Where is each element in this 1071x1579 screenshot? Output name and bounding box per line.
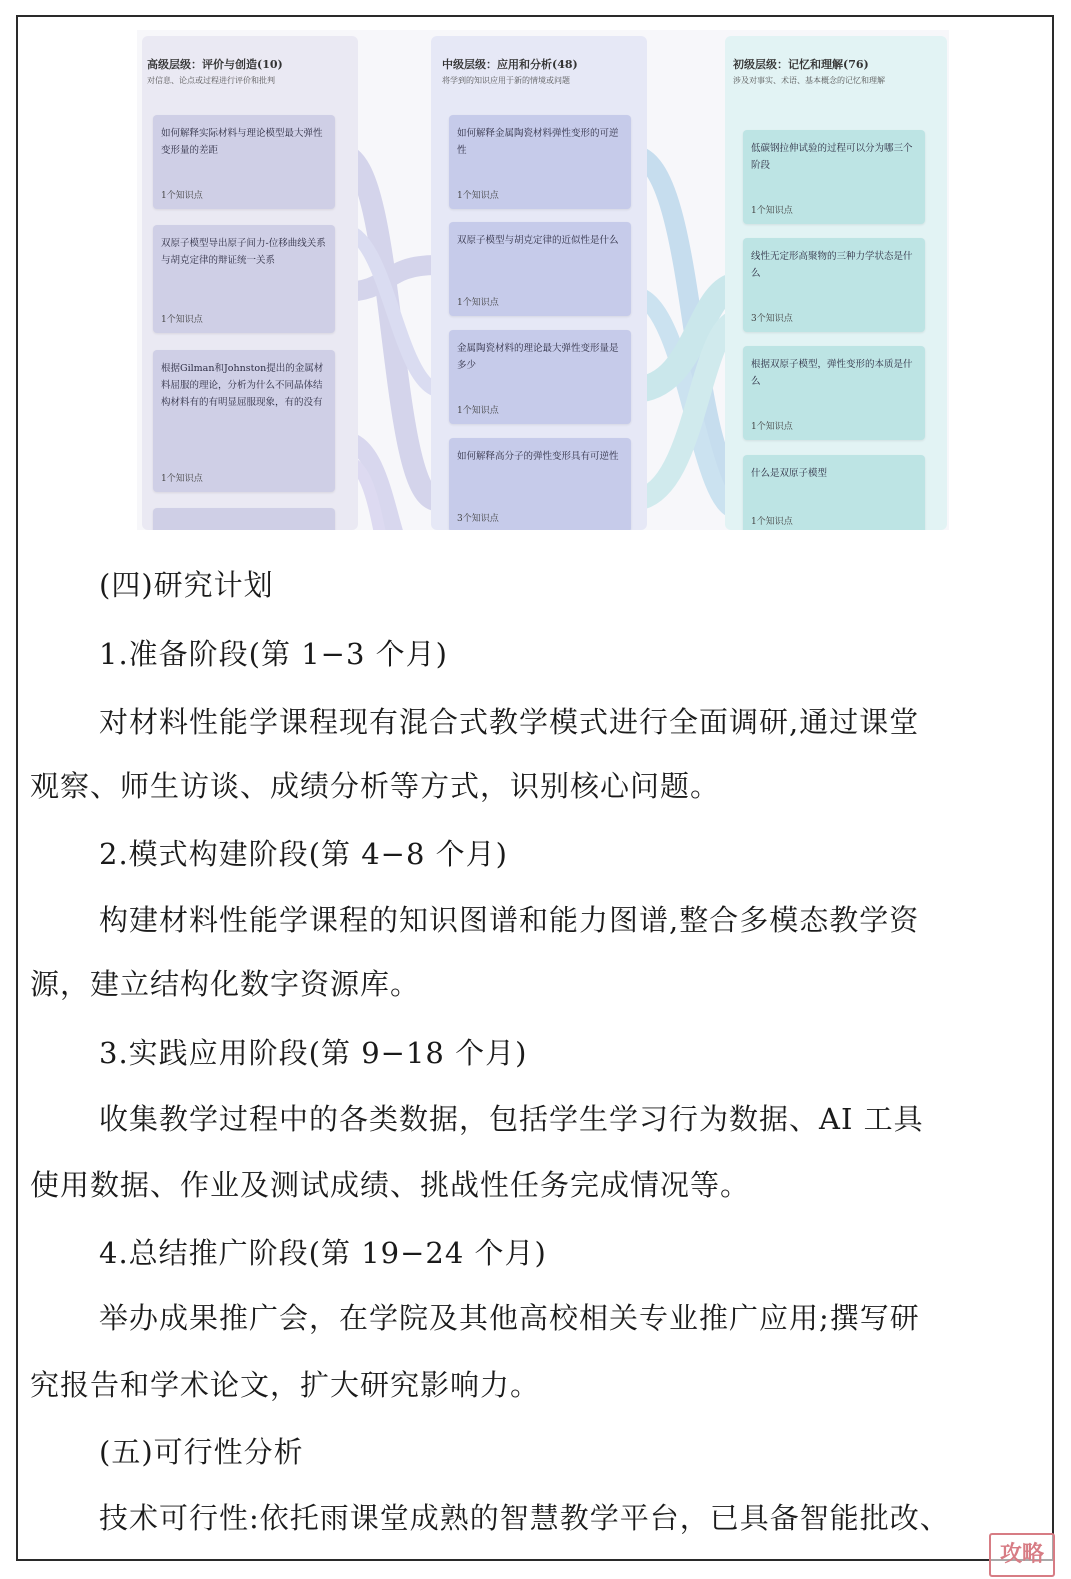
column-title: 高级层级：评价与创造(10) [147, 58, 283, 71]
node-text: 根据Gilman和Johnston提出的金属材料屈服的理论，分析为什么不同晶体结构材料有的有明显屈服现象，有的没有 [161, 363, 324, 408]
section-heading: (五)可行性分析 [99, 1435, 304, 1469]
paragraph-line: 使用数据、作业及测试成绩、挑战性任务完成情况等。 [30, 1168, 751, 1202]
knowledge-node [743, 455, 925, 530]
knowledge-node [449, 438, 631, 530]
knowledge-node-partial [153, 508, 335, 530]
knowledge-node [743, 346, 925, 440]
phase-heading: 1.准备阶段(第 1−3 个月) [99, 637, 448, 671]
node-count: 1个知识点 [161, 191, 203, 201]
paragraph-line: 对材料性能学课程现有混合式教学模式进行全面调研,通过课堂 [99, 705, 920, 739]
node-text: 什么是双原子模型 [751, 468, 828, 479]
column-high-header [147, 56, 357, 86]
knowledge-node [153, 115, 335, 209]
paragraph-line: 收集教学过程中的各类数据，包括学生学习行为数据、AI 工具 [99, 1102, 924, 1136]
node-text: 如何解释金属陶瓷材料弹性变形的可逆性 [457, 128, 619, 156]
node-text: 双原子模型导出原子间力-位移曲线关系与胡克定律的辩证统一关系 [161, 238, 326, 266]
node-count: 1个知识点 [161, 315, 203, 325]
node-count: 1个知识点 [751, 422, 793, 432]
phase-heading: 2.模式构建阶段(第 4−8 个月) [99, 837, 508, 871]
watermark-stamp: 攻略 [989, 1533, 1055, 1577]
column-title: 中级层级：应用和分析(48) [442, 58, 578, 71]
node-text: 双原子模型与胡克定律的近似性是什么 [457, 235, 619, 246]
node-count: 3个知识点 [751, 314, 793, 324]
node-count: 1个知识点 [751, 206, 793, 216]
node-count: 1个知识点 [457, 298, 499, 308]
node-count: 1个知识点 [161, 474, 203, 484]
knowledge-node [153, 225, 335, 333]
node-text: 如何解释实际材料与理论模型最大弹性变形量的差距 [161, 128, 323, 156]
paragraph-line: 举办成果推广会，在学院及其他高校相关专业推广应用;撰写研 [99, 1301, 920, 1335]
node-count: 3个知识点 [457, 514, 499, 524]
node-count: 1个知识点 [751, 517, 793, 527]
node-text: 金属陶瓷材料的理论最大弹性变形量是多少 [457, 343, 619, 371]
node-text: 线性无定形高聚物的三种力学状态是什么 [751, 251, 913, 279]
paragraph-line: 构建材料性能学课程的知识图谱和能力图谱,整合多模态教学资 [99, 903, 920, 937]
knowledge-node [743, 238, 925, 332]
paragraph-line: 究报告和学术论文，扩大研究影响力。 [30, 1368, 541, 1402]
knowledge-level-figure [137, 30, 949, 530]
column-desc: 涉及对事实、术语、基本概念的记忆和理解 [733, 76, 885, 85]
paragraph-line: 技术可行性:依托雨课堂成熟的智慧教学平台，已具备智能批改、 [99, 1501, 950, 1535]
knowledge-node [449, 222, 631, 316]
node-text: 如何解释高分子的弹性变形具有可逆性 [457, 451, 619, 462]
knowledge-node [153, 350, 335, 492]
paragraph-line: 观察、师生访谈、成绩分析等方式，识别核心问题。 [30, 769, 721, 803]
node-text: 根据双原子模型，弹性变形的本质是什么 [751, 359, 913, 387]
section-heading: (四)研究计划 [99, 568, 274, 602]
column-desc: 将学到的知识应用于新的情境或问题 [442, 76, 570, 85]
node-text: 低碳钢拉伸试验的过程可以分为哪三个阶段 [751, 143, 913, 171]
column-title: 初级层级：记忆和理解(76) [733, 58, 869, 71]
phase-heading: 3.实践应用阶段(第 9−18 个月) [99, 1036, 528, 1070]
knowledge-node [449, 330, 631, 424]
knowledge-node [449, 115, 631, 209]
column-desc: 对信息、论点或过程进行评价和批判 [147, 76, 275, 85]
column-mid-header [442, 56, 652, 86]
node-count: 1个知识点 [457, 191, 499, 201]
knowledge-node [743, 130, 925, 224]
phase-heading: 4.总结推广阶段(第 19−24 个月) [99, 1236, 547, 1270]
node-count: 1个知识点 [457, 406, 499, 416]
column-low-header [733, 56, 943, 86]
paragraph-line: 源，建立结构化数字资源库。 [30, 967, 421, 1001]
